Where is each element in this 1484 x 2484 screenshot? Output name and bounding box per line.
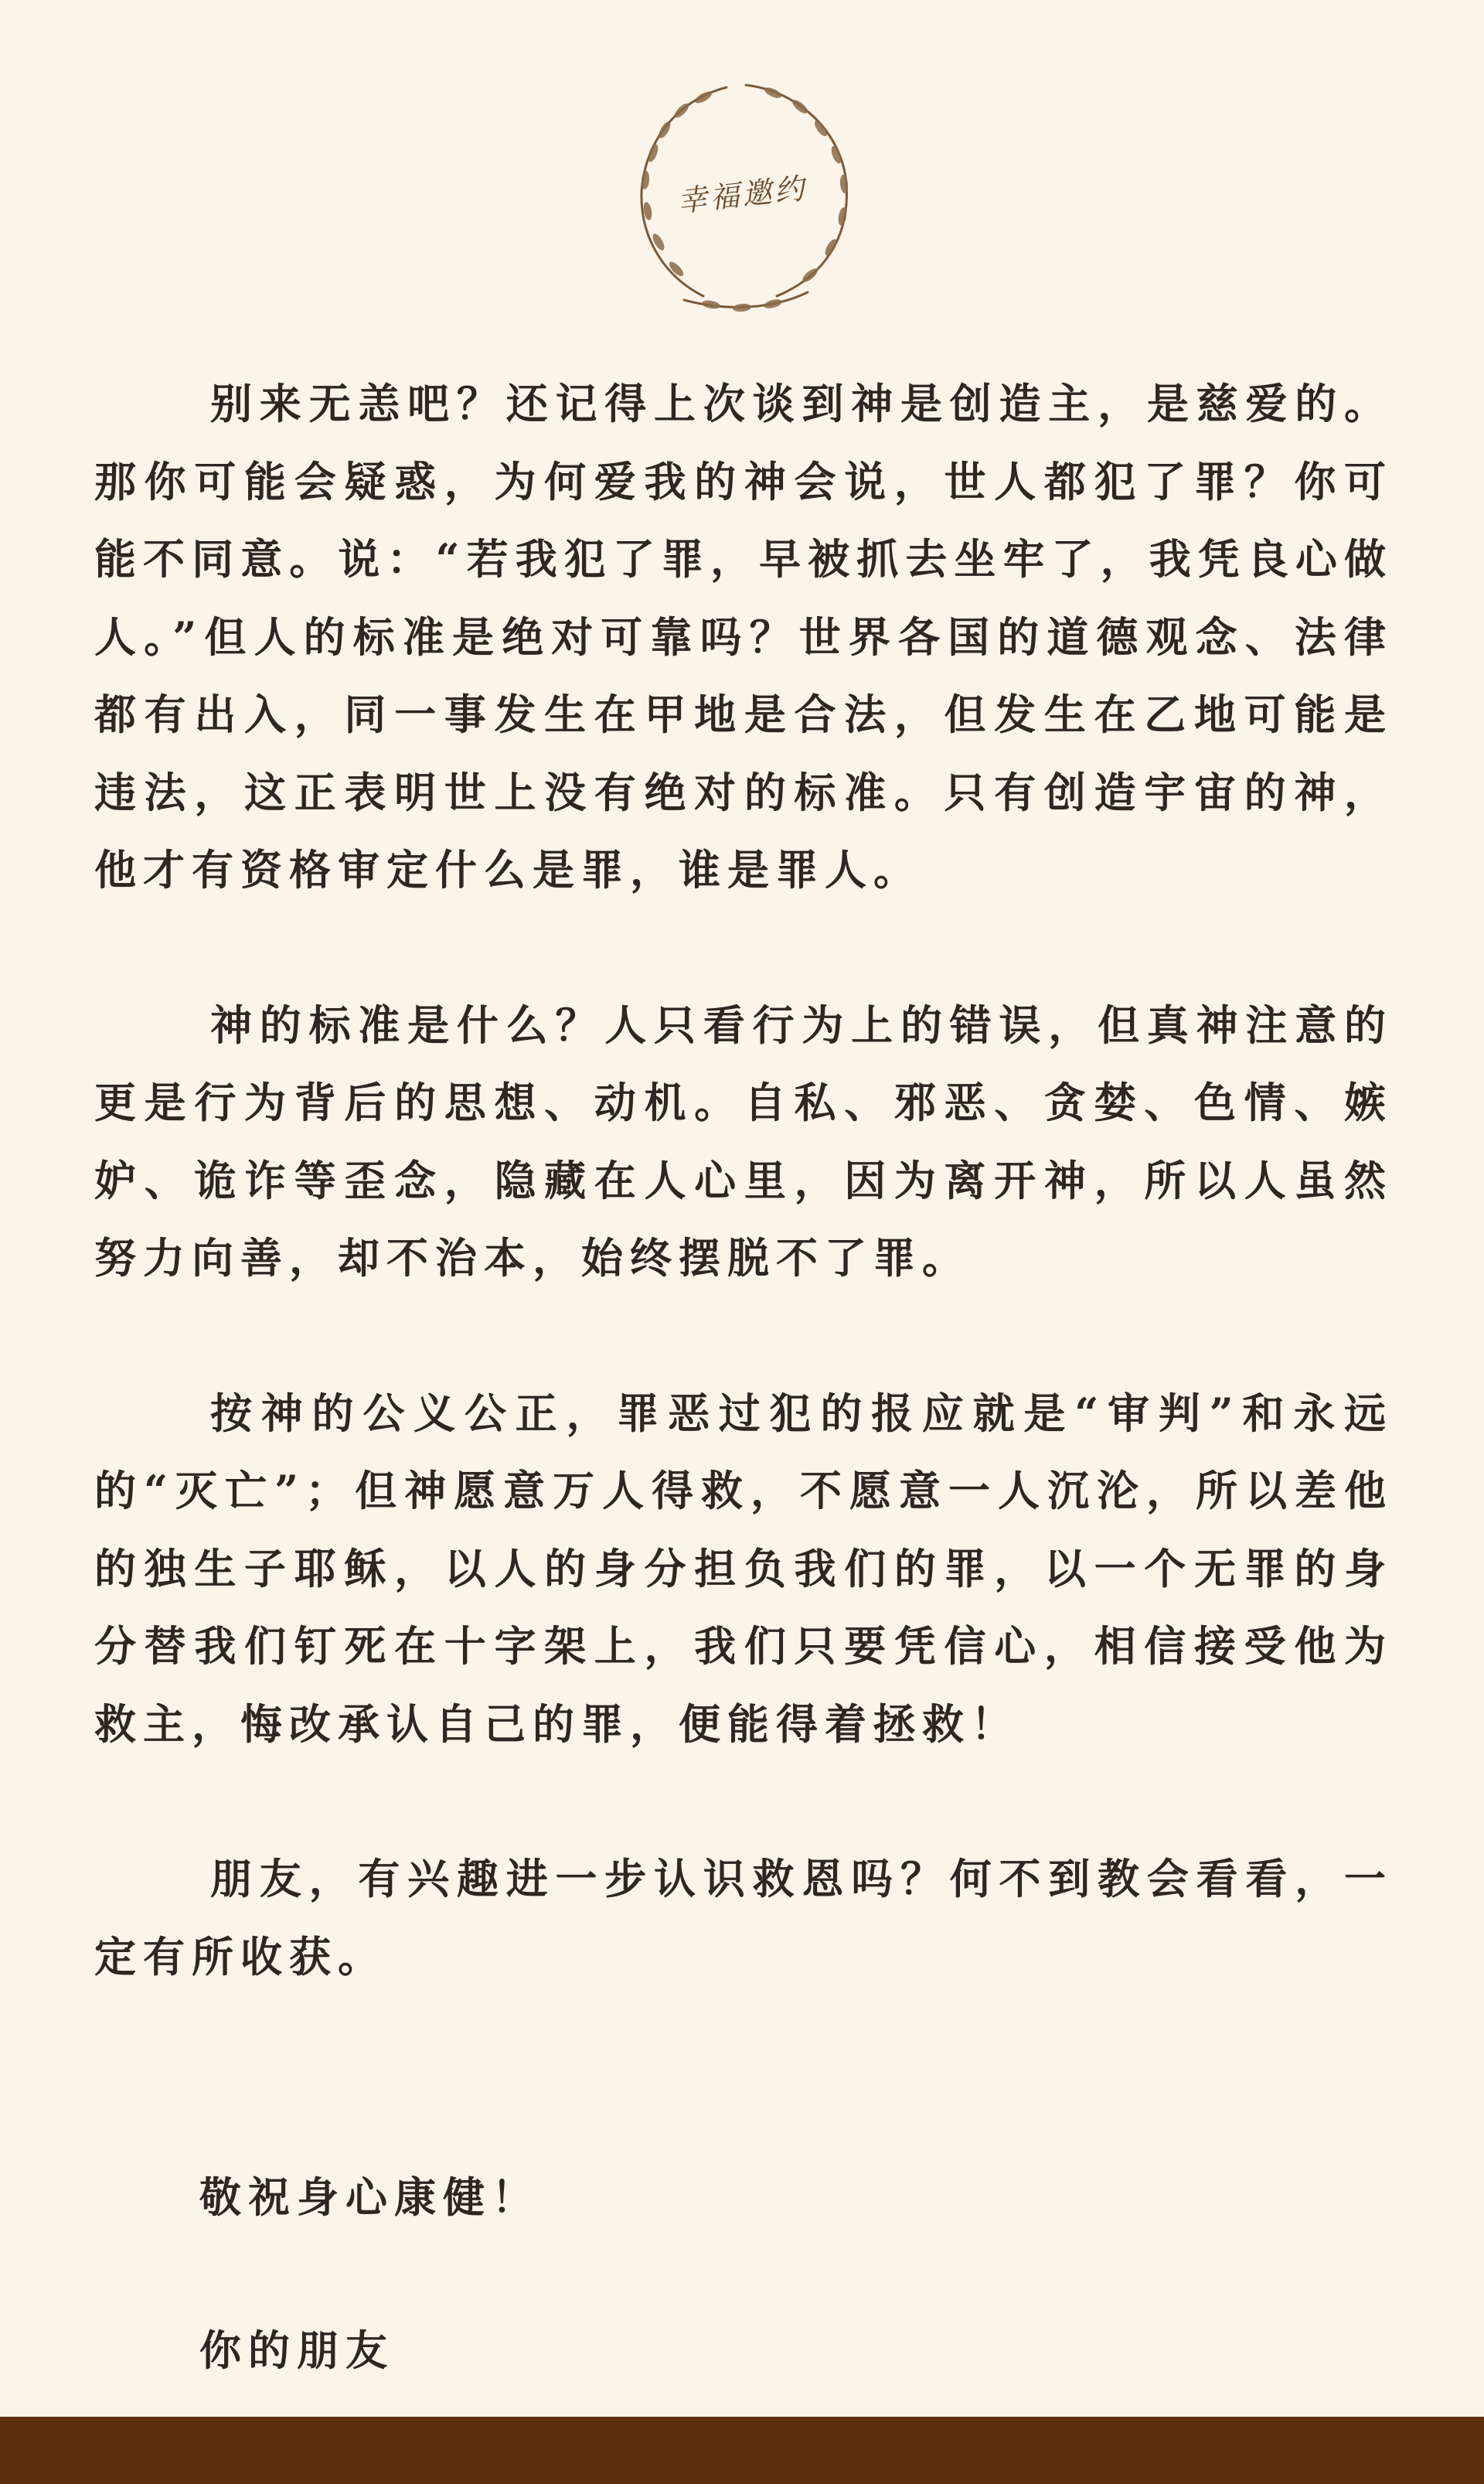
closing-signature: 你的朋友 [199,2326,394,2375]
wreath-logo [611,68,873,315]
footer-bar [0,2417,1484,2484]
wreath-logo-text: 幸福邀约 [676,170,809,219]
paragraph-2: 神的标准是什么？人只看行为上的错误，但真神注意的更是行为背后的思想、动机。自私、邪恶、贪婪、色情、嫉妒、诡诈等歪念，隐藏在人心里，因为离开神，所以人虽然努力向善，却不治本，始终摆脱不了罪。 [94,1000,1393,1283]
letter-body [94,365,1393,1995]
paragraph-3: 按神的公义公正，罪恶过犯的报应就是“审判”和永远的“灭亡”；但神愿意万人得救，不愿意一人沉沦，所以差他的独生子耶稣，以人的身分担负我们的罪，以一个无罪的身分替我们钉死在十字架上，我们只要凭信心，相信接受他为救主，悔改承认自己的罪，便能得着拯救！ [94,1388,1393,1749]
closing-blessing: 敬祝身心康健！ [199,2172,540,2222]
paragraph-1: 别来无恙吧？还记得上次谈到神是创造主，是慈爱的。那你可能会疑惑，为何爱我的神会说，世人都犯了罪？你可能不同意。说：“若我犯了罪，早被抓去坐牢了，我凭良心做人。”但人的标准是绝对可靠吗？世界各国的道德观念、法律都有出入，同一事发生在甲地是合法，但发生在乙地可能是违法，这正表明世上没有绝对的标准。只有创造宇宙的神，他才有资格审定什么是罪，谁是罪人。 [94,379,1393,894]
paragraph-4: 朋友，有兴趣进一步认识救恩吗？何不到教会看看，一定有所收获。 [94,1854,1393,1981]
